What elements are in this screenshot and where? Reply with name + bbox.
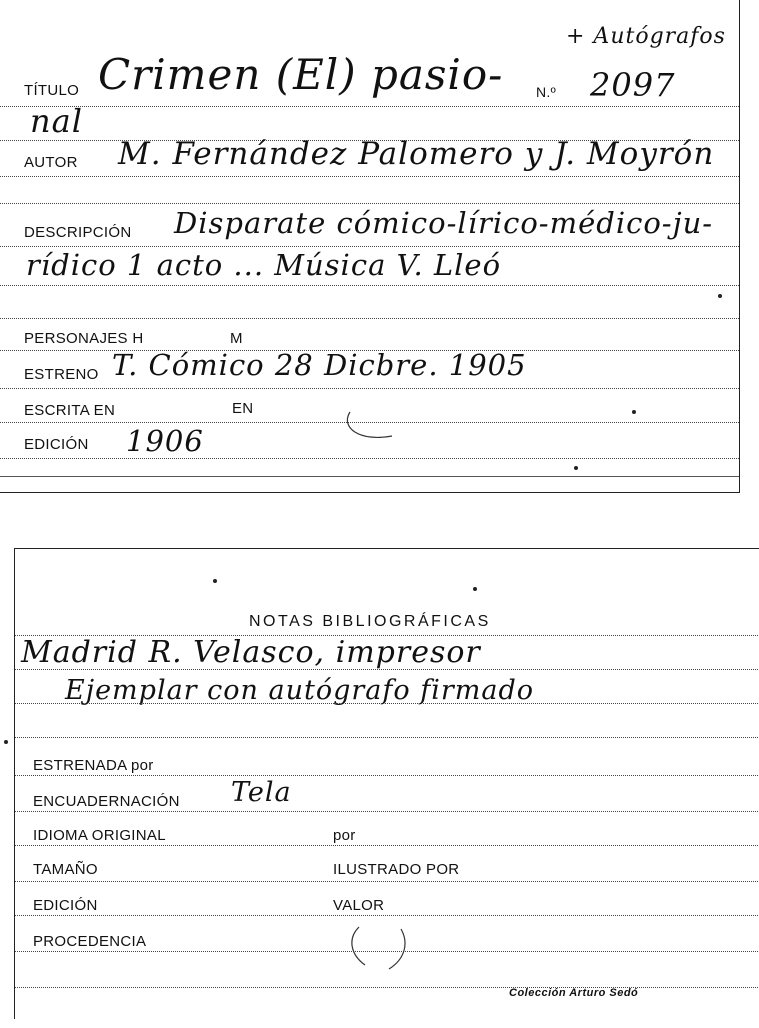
estreno-value: T. Cómico 28 Dicbre. 1905 bbox=[112, 348, 527, 382]
speck bbox=[574, 466, 578, 470]
edicion-rule bbox=[0, 458, 739, 459]
titulo-value: Crimen (El) pasio- bbox=[98, 50, 504, 99]
encuadernacion-value: Tela bbox=[231, 777, 292, 808]
estreno-rule bbox=[0, 388, 739, 389]
coleccion-stamp: Colección Arturo Sedó bbox=[509, 987, 639, 999]
catalog-card-notes bbox=[14, 548, 759, 1019]
catalog-card-main bbox=[0, 0, 740, 493]
encuadernacion-label: ENCUADERNACIÓN bbox=[33, 793, 180, 810]
autor-label: AUTOR bbox=[24, 154, 78, 171]
estrenada-label: ESTRENADA por bbox=[33, 757, 154, 774]
personajes-m-label: M bbox=[230, 330, 243, 347]
speck bbox=[718, 294, 722, 298]
valor-label: VALOR bbox=[333, 897, 385, 914]
speck bbox=[473, 587, 477, 591]
autor-value: M. Fernández Palomero y J. Moyrón bbox=[118, 136, 715, 172]
descripcion-rule-2 bbox=[0, 285, 739, 286]
notas-rule-1 bbox=[15, 669, 759, 670]
card-edge-line bbox=[0, 476, 739, 477]
bottom-rule bbox=[15, 987, 759, 988]
speck bbox=[4, 740, 8, 744]
escrita-label: ESCRITA EN bbox=[24, 402, 116, 419]
notas-rule-2 bbox=[15, 703, 759, 704]
por-label: por bbox=[333, 827, 356, 844]
idioma-rule bbox=[15, 845, 759, 846]
descripcion-rule-1 bbox=[0, 246, 739, 247]
titulo-label: TÍTULO bbox=[24, 82, 80, 99]
estreno-label: ESTRENO bbox=[24, 366, 99, 383]
idioma-label: IDIOMA ORIGINAL bbox=[33, 827, 166, 844]
numero-label: N.º bbox=[536, 84, 557, 100]
titulo-value-continued: nal bbox=[30, 102, 83, 140]
scribble-mark bbox=[340, 408, 400, 444]
descripcion-value-1: Disparate cómico-lírico-médico-ju- bbox=[174, 206, 714, 240]
scribble-mark bbox=[345, 921, 415, 977]
descripcion-label: DESCRIPCIÓN bbox=[24, 224, 132, 241]
edicion-value: 1906 bbox=[126, 424, 204, 458]
tamano-rule bbox=[15, 881, 759, 882]
notas-heading: NOTAS BIBLIOGRÁFICAS bbox=[249, 613, 491, 630]
escrita-en-label: EN bbox=[232, 400, 254, 417]
autor-rule bbox=[0, 176, 739, 177]
nota-line-2: Ejemplar con autógrafo firmado bbox=[65, 675, 535, 706]
edicion-label: EDICIÓN bbox=[24, 436, 89, 453]
titulo-rule bbox=[0, 106, 739, 107]
notas-rule-3 bbox=[15, 737, 759, 738]
edicion-label-2: EDICIÓN bbox=[33, 897, 98, 914]
blank-rule bbox=[0, 203, 739, 204]
descripcion-value-2: rídico 1 acto ... Música V. Lleó bbox=[26, 248, 502, 282]
descripcion-rule-3 bbox=[0, 318, 739, 319]
personajes-label: PERSONAJES H bbox=[24, 330, 144, 347]
ilustrado-label: ILUSTRADO POR bbox=[333, 861, 460, 878]
speck bbox=[632, 410, 636, 414]
estrenada-rule bbox=[15, 775, 759, 776]
encuadernacion-rule bbox=[15, 811, 759, 812]
tamano-label: TAMAÑO bbox=[33, 861, 98, 878]
edicion-rule-2 bbox=[15, 915, 759, 916]
speck bbox=[213, 579, 217, 583]
nota-line-1: Madrid R. Velasco, impresor bbox=[21, 635, 481, 670]
autografos-note: + Autógrafos bbox=[566, 24, 726, 49]
numero-value: 2097 bbox=[590, 66, 676, 104]
procedencia-label: PROCEDENCIA bbox=[33, 933, 147, 950]
